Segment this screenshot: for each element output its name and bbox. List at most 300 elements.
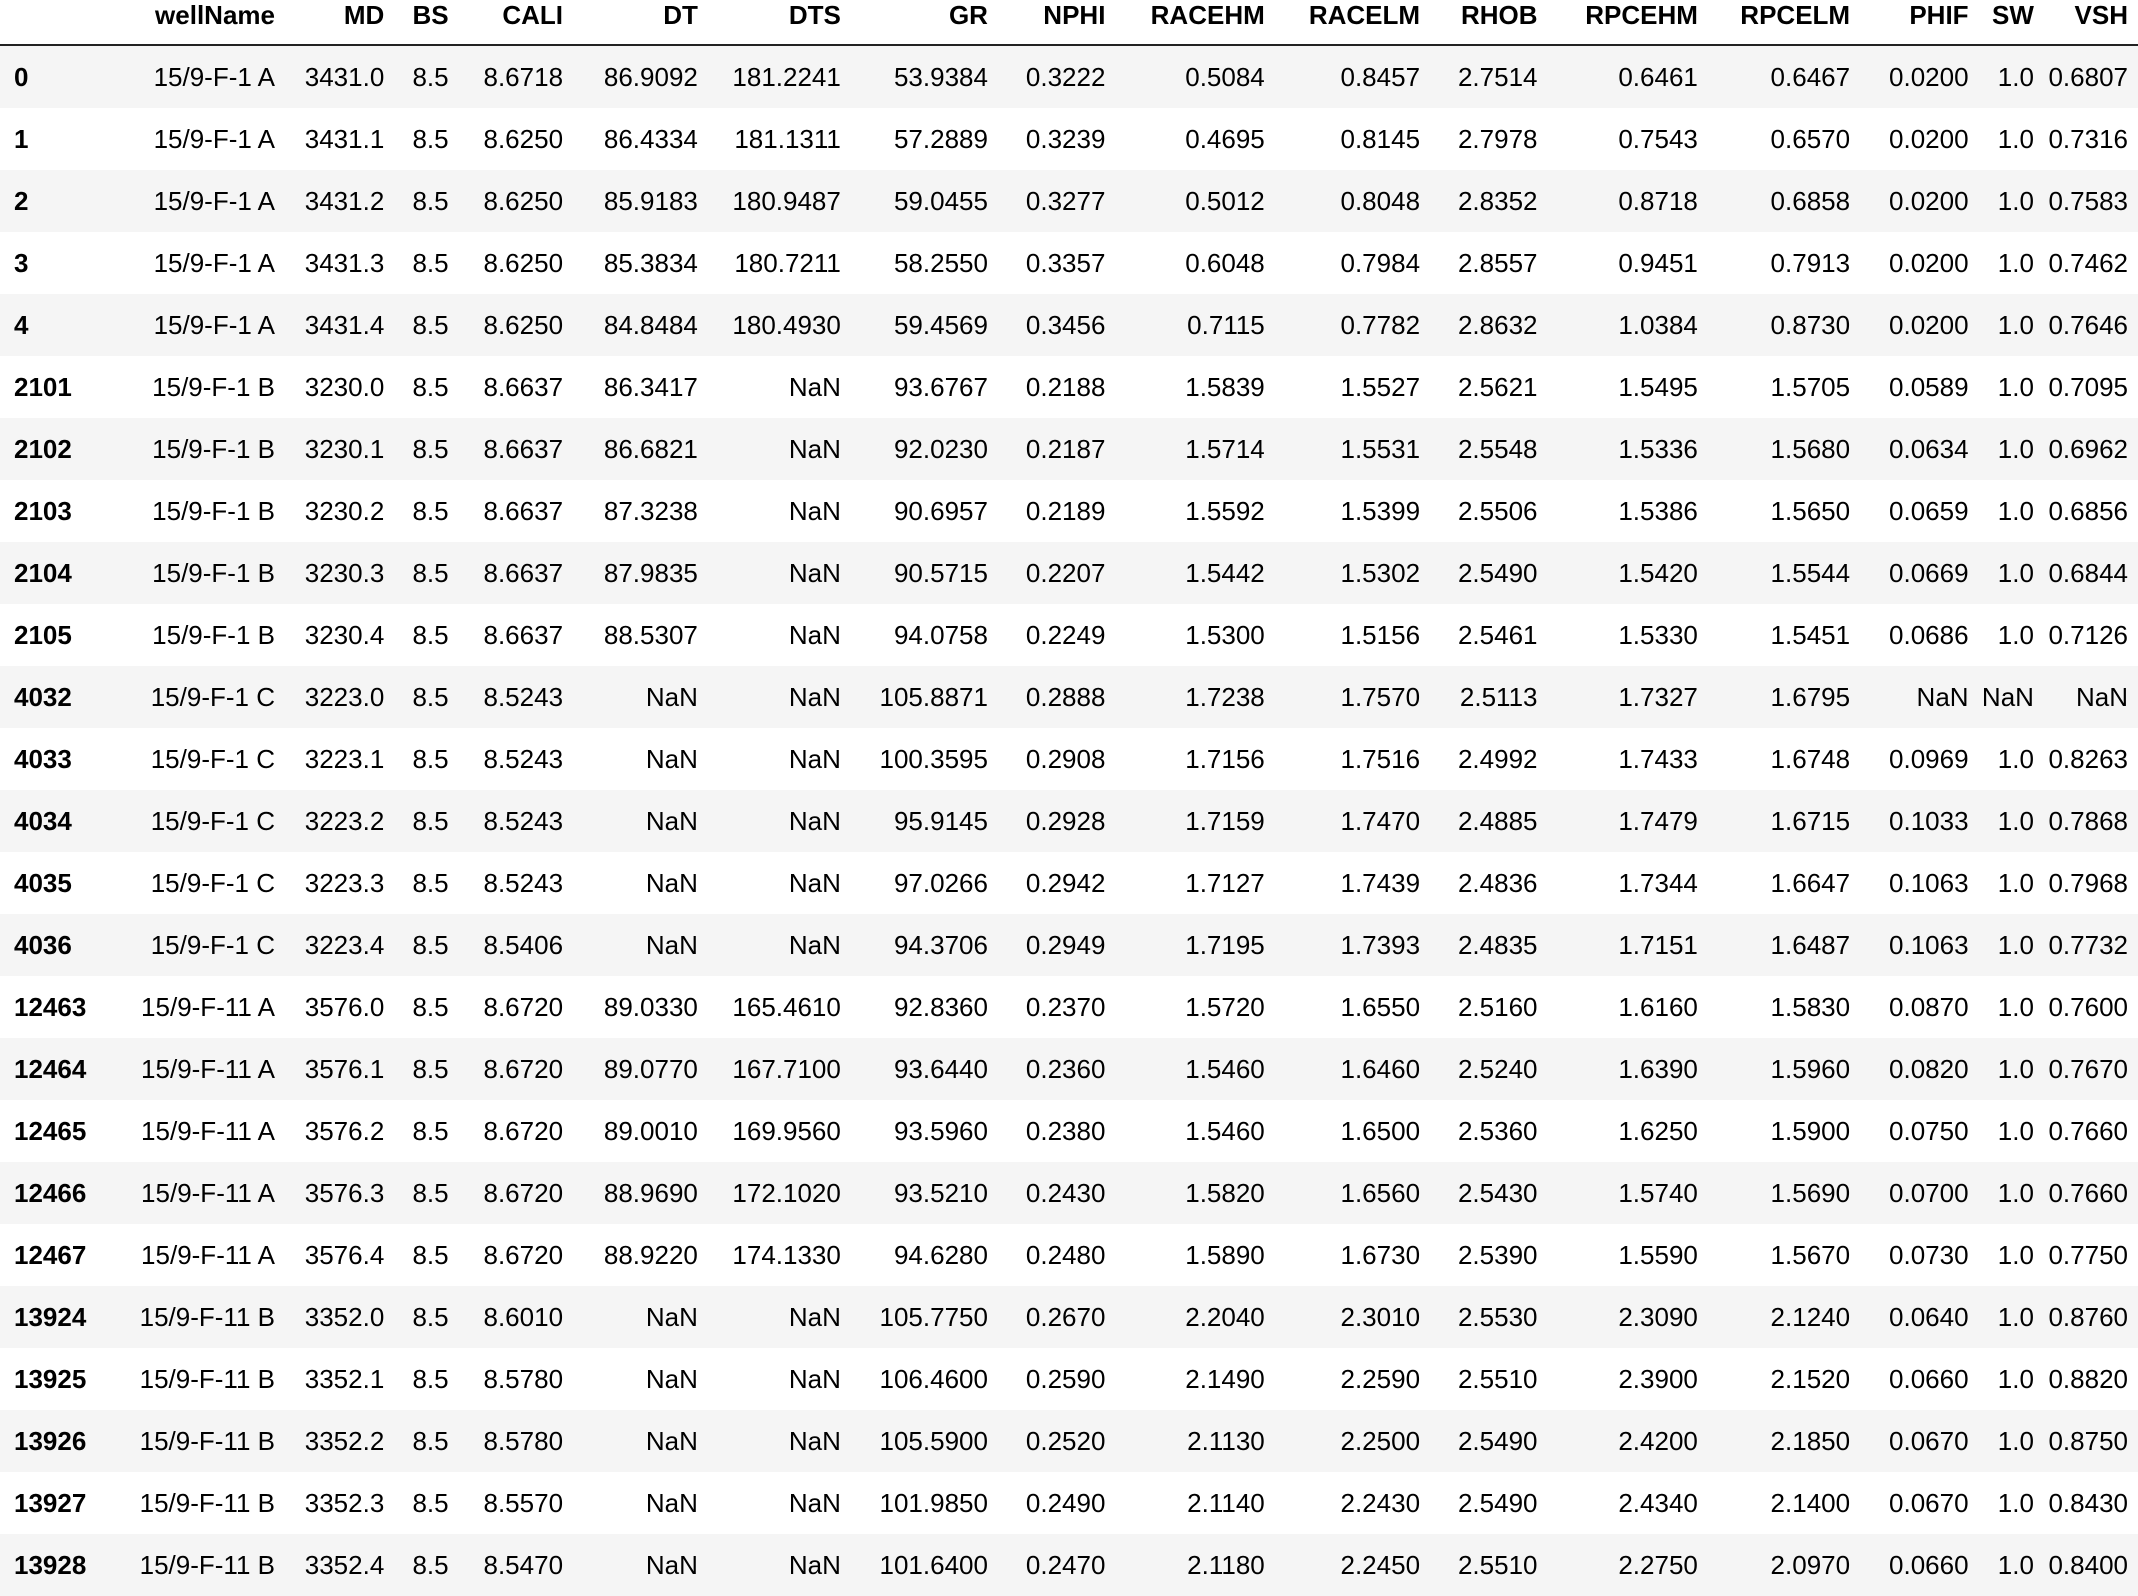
table-cell: 15/9-F-1 B xyxy=(152,557,275,588)
table-cell: 1.5386 xyxy=(1618,495,1698,526)
table-cell: 2.0970 xyxy=(1770,1549,1851,1580)
table-cell: 8.5 xyxy=(412,1053,449,1084)
table-cell: 0.6570 xyxy=(1770,123,1851,154)
table-row xyxy=(0,914,2138,976)
table-cell: 0.2480 xyxy=(1025,1239,1106,1270)
table-cell: 0.2908 xyxy=(1025,743,1106,774)
table-cell: 1.0 xyxy=(1997,433,2034,464)
row-index: 12464 xyxy=(14,1053,87,1084)
table-cell: 1.7439 xyxy=(1340,867,1421,898)
table-cell: 3431.1 xyxy=(304,123,385,154)
table-cell: 0.0659 xyxy=(1889,495,1969,526)
table-cell: 0.0200 xyxy=(1889,61,1969,92)
table-cell: 1.5670 xyxy=(1770,1239,1851,1270)
table-cell: 0.0670 xyxy=(1889,1425,1969,1456)
table-cell: 3431.2 xyxy=(304,185,385,216)
table-cell: 15/9-F-1 C xyxy=(150,743,275,774)
table-row xyxy=(0,170,2138,232)
table-cell: 2.2450 xyxy=(1340,1549,1421,1580)
table-row xyxy=(0,108,2138,170)
table-cell: 15/9-F-11 B xyxy=(139,1301,275,1332)
table-cell: 1.7238 xyxy=(1185,681,1265,712)
table-cell: 2.3010 xyxy=(1340,1301,1421,1332)
table-cell: 0.0700 xyxy=(1889,1177,1969,1208)
table-cell: 0.0969 xyxy=(1889,743,1969,774)
table-cell: 2.5390 xyxy=(1457,1239,1538,1270)
table-cell: 8.6010 xyxy=(483,1301,564,1332)
table-cell: 84.8484 xyxy=(603,309,698,340)
table-cell: 1.5300 xyxy=(1185,619,1265,650)
table-cell: 8.5 xyxy=(412,867,449,898)
table-cell: 167.7100 xyxy=(732,1053,841,1084)
table-cell: 2.5510 xyxy=(1457,1549,1538,1580)
table-cell: 1.0 xyxy=(1997,495,2034,526)
table-cell: 1.0 xyxy=(1997,743,2034,774)
table-cell: 0.8718 xyxy=(1618,185,1698,216)
table-cell: 1.6795 xyxy=(1770,681,1851,712)
table-cell: 2.5461 xyxy=(1457,619,1538,650)
table-cell: 1.5890 xyxy=(1185,1239,1265,1270)
table-cell: 1.7433 xyxy=(1618,743,1698,774)
table-cell: 0.2942 xyxy=(1025,867,1106,898)
table-cell: 1.5451 xyxy=(1770,619,1851,650)
table-cell: 0.8750 xyxy=(2048,1425,2128,1456)
table-cell: 0.6856 xyxy=(2048,495,2128,526)
table-cell: 1.5336 xyxy=(1618,433,1698,464)
table-cell: 0.9451 xyxy=(1618,247,1698,278)
table-cell: 3230.3 xyxy=(304,557,385,588)
table-cell: 1.7570 xyxy=(1340,681,1421,712)
table-cell: 8.6250 xyxy=(483,185,564,216)
table-cell: 1.6715 xyxy=(1770,805,1851,836)
table-cell: 8.5 xyxy=(412,557,449,588)
table-cell: 0.7583 xyxy=(2048,185,2128,216)
table-cell: 2.1490 xyxy=(1185,1363,1265,1394)
table-cell: 89.0010 xyxy=(603,1115,698,1146)
table-cell: 3223.1 xyxy=(304,743,385,774)
table-row xyxy=(0,1224,2138,1286)
table-cell: 1.7516 xyxy=(1340,743,1421,774)
table-cell: NaN xyxy=(788,929,841,960)
table-cell: 2.5530 xyxy=(1457,1301,1538,1332)
table-cell: 53.9384 xyxy=(893,61,988,92)
table-cell: 1.5460 xyxy=(1185,1115,1265,1146)
table-cell: 59.4569 xyxy=(893,309,988,340)
table-cell: 8.5 xyxy=(412,371,449,402)
table-cell: 3223.4 xyxy=(304,929,385,960)
table-cell: 0.2188 xyxy=(1025,371,1106,402)
table-cell: 8.5570 xyxy=(483,1487,564,1518)
column-header: DT xyxy=(573,0,708,45)
row-index: 13926 xyxy=(14,1425,87,1456)
table-cell: 0.1063 xyxy=(1889,867,1969,898)
table-cell: 8.6720 xyxy=(483,1053,564,1084)
column-header: RPCELM xyxy=(1708,0,1860,45)
table-cell: 0.2360 xyxy=(1025,1053,1106,1084)
table-cell: 0.7732 xyxy=(2048,929,2128,960)
table-cell: 2.8632 xyxy=(1457,309,1538,340)
column-header: MD xyxy=(285,0,394,45)
table-cell: 0.6467 xyxy=(1770,61,1851,92)
table-cell: 0.3277 xyxy=(1025,185,1106,216)
table-cell: 86.6821 xyxy=(603,433,698,464)
table-cell: 8.6720 xyxy=(483,1115,564,1146)
table-cell: 0.0820 xyxy=(1889,1053,1969,1084)
table-cell: 1.5590 xyxy=(1618,1239,1698,1270)
row-index: 12467 xyxy=(14,1239,87,1270)
table-cell: 2.4200 xyxy=(1618,1425,1698,1456)
table-cell: 100.3595 xyxy=(879,743,988,774)
table-cell: 0.7646 xyxy=(2048,309,2128,340)
table-cell: 1.6560 xyxy=(1340,1177,1421,1208)
table-cell: 0.0200 xyxy=(1889,123,1969,154)
table-cell: 1.6460 xyxy=(1340,1053,1421,1084)
table-cell: 8.5 xyxy=(412,743,449,774)
table-cell: 8.5 xyxy=(412,619,449,650)
column-header: CALI xyxy=(459,0,573,45)
table-cell: 1.5330 xyxy=(1618,619,1698,650)
table-cell: 8.6718 xyxy=(483,61,564,92)
table-cell: 1.6550 xyxy=(1340,991,1421,1022)
table-cell: 0.7660 xyxy=(2048,1177,2128,1208)
table-cell: 0.2207 xyxy=(1025,557,1106,588)
table-cell: 2.5430 xyxy=(1457,1177,1538,1208)
table-row xyxy=(0,418,2138,480)
table-cell: 0.6807 xyxy=(2048,61,2128,92)
table-cell: 1.5690 xyxy=(1770,1177,1851,1208)
table-cell: 2.1520 xyxy=(1770,1363,1851,1394)
table-cell: 1.0 xyxy=(1997,1301,2034,1332)
table-cell: 2.4885 xyxy=(1457,805,1538,836)
table-cell: 85.9183 xyxy=(603,185,698,216)
row-index: 4033 xyxy=(14,743,72,774)
table-cell: 3230.1 xyxy=(304,433,385,464)
row-index: 2 xyxy=(14,185,29,216)
row-index: 0 xyxy=(14,61,29,92)
table-cell: NaN xyxy=(645,929,698,960)
table-cell: 0.7968 xyxy=(2048,867,2128,898)
column-header: VSH xyxy=(2044,0,2138,45)
row-index: 2103 xyxy=(14,495,72,526)
row-index: 13925 xyxy=(14,1363,87,1394)
table-cell: 2.4835 xyxy=(1457,929,1538,960)
table-cell: 1.7127 xyxy=(1185,867,1265,898)
table-cell: 0.0200 xyxy=(1889,247,1969,278)
table-cell: 15/9-F-11 B xyxy=(139,1487,275,1518)
table-cell: 0.6048 xyxy=(1185,247,1265,278)
table-cell: 57.2889 xyxy=(893,123,988,154)
table-cell: 1.0 xyxy=(1997,309,2034,340)
table-cell: 1.0 xyxy=(1997,1363,2034,1394)
table-cell: 87.3238 xyxy=(603,495,698,526)
table-cell: 0.7462 xyxy=(2048,247,2128,278)
table-cell: 1.6647 xyxy=(1770,867,1851,898)
table-cell: 15/9-F-11 A xyxy=(141,1239,275,1270)
table-cell: 0.2520 xyxy=(1025,1425,1106,1456)
table-cell: 1.5839 xyxy=(1185,371,1265,402)
table-cell: 15/9-F-1 C xyxy=(150,929,275,960)
table-cell: 8.6637 xyxy=(483,557,564,588)
table-row xyxy=(0,728,2138,790)
table-cell: NaN xyxy=(788,805,841,836)
table-cell: 8.5 xyxy=(412,1549,449,1580)
table-cell: 15/9-F-1 B xyxy=(152,619,275,650)
table-cell: 15/9-F-1 C xyxy=(150,805,275,836)
table-cell: 2.1850 xyxy=(1770,1425,1851,1456)
table-body xyxy=(0,45,2138,1596)
table-cell: 0.7913 xyxy=(1770,247,1851,278)
table-cell: 0.7660 xyxy=(2048,1115,2128,1146)
table-cell: 0.0730 xyxy=(1889,1239,1969,1270)
table-cell: 93.5960 xyxy=(893,1115,988,1146)
table-cell: 1.5156 xyxy=(1340,619,1421,650)
table-cell: 2.5113 xyxy=(1459,681,1538,712)
table-cell: 15/9-F-1 A xyxy=(153,185,275,216)
table-cell: 1.0 xyxy=(1997,557,2034,588)
table-cell: 1.0 xyxy=(1997,929,2034,960)
table-cell: 93.6767 xyxy=(893,371,988,402)
table-cell: 174.1330 xyxy=(732,1239,841,1270)
table-cell: 88.9220 xyxy=(603,1239,698,1270)
table-cell: 2.1240 xyxy=(1770,1301,1851,1332)
table-cell: 2.5160 xyxy=(1457,991,1538,1022)
table-cell: 0.0200 xyxy=(1889,185,1969,216)
table-cell: 0.1063 xyxy=(1889,929,1969,960)
table-cell: 181.1311 xyxy=(734,123,841,154)
table-cell: 3576.0 xyxy=(304,991,385,1022)
table-cell: NaN xyxy=(788,495,841,526)
table-cell: 15/9-F-1 A xyxy=(153,247,275,278)
table-cell: 8.5 xyxy=(412,1363,449,1394)
table-cell: 8.5 xyxy=(412,805,449,836)
table-cell: 0.4695 xyxy=(1185,123,1265,154)
table-cell: 1.5527 xyxy=(1340,371,1421,402)
table-cell: 15/9-F-11 B xyxy=(139,1549,275,1580)
table-row xyxy=(0,790,2138,852)
table-cell: 0.2187 xyxy=(1025,433,1106,464)
table-cell: 8.6250 xyxy=(483,309,564,340)
table-cell: 15/9-F-1 B xyxy=(152,371,275,402)
table-cell: 94.6280 xyxy=(893,1239,988,1270)
table-cell: 8.5 xyxy=(412,1177,449,1208)
table-cell: 2.1140 xyxy=(1187,1487,1265,1518)
table-cell: 1.7344 xyxy=(1618,867,1698,898)
table-cell: 0.7782 xyxy=(1340,309,1421,340)
row-index: 4032 xyxy=(14,681,72,712)
table-cell: 86.4334 xyxy=(603,123,698,154)
table-cell: 1.7159 xyxy=(1185,805,1265,836)
table-cell: 15/9-F-1 C xyxy=(150,867,275,898)
table-cell: 1.0 xyxy=(1997,247,2034,278)
table-cell: 15/9-F-1 A xyxy=(153,123,275,154)
table-cell: 2.8352 xyxy=(1457,185,1538,216)
table-cell: 89.0330 xyxy=(603,991,698,1022)
table-cell: 85.3834 xyxy=(603,247,698,278)
table-cell: 0.2490 xyxy=(1025,1487,1106,1518)
table-cell: 0.7670 xyxy=(2048,1053,2128,1084)
table-cell: 8.5 xyxy=(412,929,449,960)
table-row xyxy=(0,1100,2138,1162)
table-cell: 2.2750 xyxy=(1618,1549,1698,1580)
table-cell: 0.0670 xyxy=(1889,1487,1969,1518)
table-cell: 8.6720 xyxy=(483,1239,564,1270)
table-cell: 1.0 xyxy=(1997,185,2034,216)
table-cell: 86.3417 xyxy=(603,371,698,402)
table-cell: 1.0 xyxy=(1997,1425,2034,1456)
table-cell: 1.5720 xyxy=(1185,991,1265,1022)
table-cell: 3431.3 xyxy=(304,247,385,278)
table-cell: 8.6720 xyxy=(483,991,564,1022)
table-cell: 0.0589 xyxy=(1889,371,1969,402)
table-row xyxy=(0,1534,2138,1596)
table-cell: 2.7978 xyxy=(1457,123,1538,154)
table-cell: 1.7479 xyxy=(1618,805,1698,836)
table-cell: NaN xyxy=(645,743,698,774)
table-cell: 1.5399 xyxy=(1340,495,1421,526)
column-header: BS xyxy=(394,0,458,45)
table-cell: 2.1400 xyxy=(1770,1487,1851,1518)
table-cell: 0.2928 xyxy=(1025,805,1106,836)
table-row xyxy=(0,852,2138,914)
table-cell: 0.2380 xyxy=(1025,1115,1106,1146)
table-row xyxy=(0,666,2138,728)
table-cell: 0.8730 xyxy=(1770,309,1851,340)
table-cell: 2.5506 xyxy=(1457,495,1538,526)
table-cell: 94.3706 xyxy=(893,929,988,960)
table-cell: 8.5780 xyxy=(483,1363,564,1394)
table-cell: NaN xyxy=(788,371,841,402)
table-cell: NaN xyxy=(788,1549,841,1580)
table-cell: 1.5420 xyxy=(1618,557,1698,588)
table-cell: NaN xyxy=(788,433,841,464)
table-cell: 8.5 xyxy=(412,123,449,154)
table-cell: 95.9145 xyxy=(893,805,988,836)
table-cell: 2.2500 xyxy=(1340,1425,1421,1456)
table-cell: 58.2550 xyxy=(893,247,988,278)
table-cell: 8.6720 xyxy=(483,1177,564,1208)
table-cell: NaN xyxy=(788,1425,841,1456)
table-cell: 8.5 xyxy=(412,309,449,340)
table-cell: 0.7095 xyxy=(2048,371,2128,402)
table-cell: 8.6637 xyxy=(483,495,564,526)
table-row xyxy=(0,542,2138,604)
table-cell: 1.7470 xyxy=(1340,805,1421,836)
table-cell: 0.8263 xyxy=(2048,743,2128,774)
table-cell: 8.5 xyxy=(412,495,449,526)
table-row xyxy=(0,1348,2138,1410)
table-cell: 2.5490 xyxy=(1457,557,1538,588)
table-cell: 0.5084 xyxy=(1185,61,1265,92)
table-cell: 3352.0 xyxy=(304,1301,385,1332)
table-cell: 15/9-F-1 B xyxy=(152,433,275,464)
table-cell: 2.4992 xyxy=(1457,743,1538,774)
table-cell: 1.0 xyxy=(1997,371,2034,402)
table-cell: 8.5 xyxy=(412,185,449,216)
table-cell: 0.2470 xyxy=(1025,1549,1106,1580)
table-cell: 101.6400 xyxy=(879,1549,988,1580)
table-cell: 0.7316 xyxy=(2048,123,2128,154)
table-cell: 0.0634 xyxy=(1889,433,1969,464)
table-cell: 0.6858 xyxy=(1770,185,1851,216)
table-cell: 0.0200 xyxy=(1889,309,1969,340)
row-index: 13928 xyxy=(14,1549,87,1580)
table-cell: 1.0384 xyxy=(1618,309,1698,340)
table-cell: 15/9-F-11 A xyxy=(141,1115,275,1146)
table-cell: 3576.3 xyxy=(304,1177,385,1208)
table-cell: 105.5900 xyxy=(879,1425,988,1456)
table-cell: 1.7151 xyxy=(1618,929,1698,960)
column-header: SW xyxy=(1979,0,2044,45)
table-cell: 93.5210 xyxy=(893,1177,988,1208)
table-cell: 92.0230 xyxy=(893,433,988,464)
table-cell: 8.5 xyxy=(412,433,449,464)
table-cell: 8.5243 xyxy=(483,681,564,712)
column-header: DTS xyxy=(708,0,851,45)
table-cell: 2.4836 xyxy=(1457,867,1538,898)
row-index: 1 xyxy=(14,123,29,154)
table-cell: 1.6160 xyxy=(1618,991,1698,1022)
table-cell: 3352.3 xyxy=(304,1487,385,1518)
table-cell: 3230.0 xyxy=(304,371,385,402)
column-header: PHIF xyxy=(1860,0,1978,45)
table-cell: 8.5243 xyxy=(483,805,564,836)
table-cell: 172.1020 xyxy=(732,1177,841,1208)
table-row xyxy=(0,356,2138,418)
table-cell: 3223.2 xyxy=(304,805,385,836)
table-cell: 1.0 xyxy=(1997,805,2034,836)
table-cell: 15/9-F-1 A xyxy=(153,309,275,340)
table-cell: 0.3239 xyxy=(1025,123,1106,154)
table-cell: 0.0660 xyxy=(1889,1363,1969,1394)
table-cell: 1.0 xyxy=(1997,1239,2034,1270)
table-cell: NaN xyxy=(788,1487,841,1518)
table-cell: 0.2670 xyxy=(1025,1301,1106,1332)
table-cell: 0.2189 xyxy=(1025,495,1106,526)
table-cell: 90.5715 xyxy=(893,557,988,588)
table-cell: 1.7393 xyxy=(1340,929,1421,960)
table-cell: 8.6637 xyxy=(483,433,564,464)
table-row xyxy=(0,45,2138,108)
table-cell: 3352.2 xyxy=(304,1425,385,1456)
table-cell: NaN xyxy=(645,1487,698,1518)
table-cell: NaN xyxy=(1916,681,1969,712)
table-cell: 90.6957 xyxy=(893,495,988,526)
row-index: 4036 xyxy=(14,929,72,960)
row-index: 12463 xyxy=(14,991,87,1022)
row-index: 12466 xyxy=(14,1177,87,1208)
table-cell: NaN xyxy=(788,1301,841,1332)
table-cell: 0.8400 xyxy=(2048,1549,2128,1580)
table-cell: 0.3456 xyxy=(1025,309,1106,340)
table-cell: 88.5307 xyxy=(603,619,698,650)
table-cell: 1.5442 xyxy=(1185,557,1265,588)
table-header-row xyxy=(0,0,2138,45)
table-cell: 0.3222 xyxy=(1025,61,1106,92)
table-cell: NaN xyxy=(645,867,698,898)
table-cell: 0.8457 xyxy=(1340,61,1421,92)
table-cell: 2.1180 xyxy=(1187,1549,1265,1580)
table-cell: 180.4930 xyxy=(732,309,841,340)
table-cell: 2.1130 xyxy=(1187,1425,1265,1456)
table-cell: 3352.1 xyxy=(304,1363,385,1394)
table-cell: NaN xyxy=(645,681,698,712)
table-cell: 1.6250 xyxy=(1618,1115,1698,1146)
table-cell: 1.0 xyxy=(1997,61,2034,92)
table-cell: 0.6461 xyxy=(1618,61,1698,92)
table-cell: 0.3357 xyxy=(1025,247,1106,278)
table-cell: 0.7750 xyxy=(2048,1239,2128,1270)
table-cell: 3230.4 xyxy=(304,619,385,650)
